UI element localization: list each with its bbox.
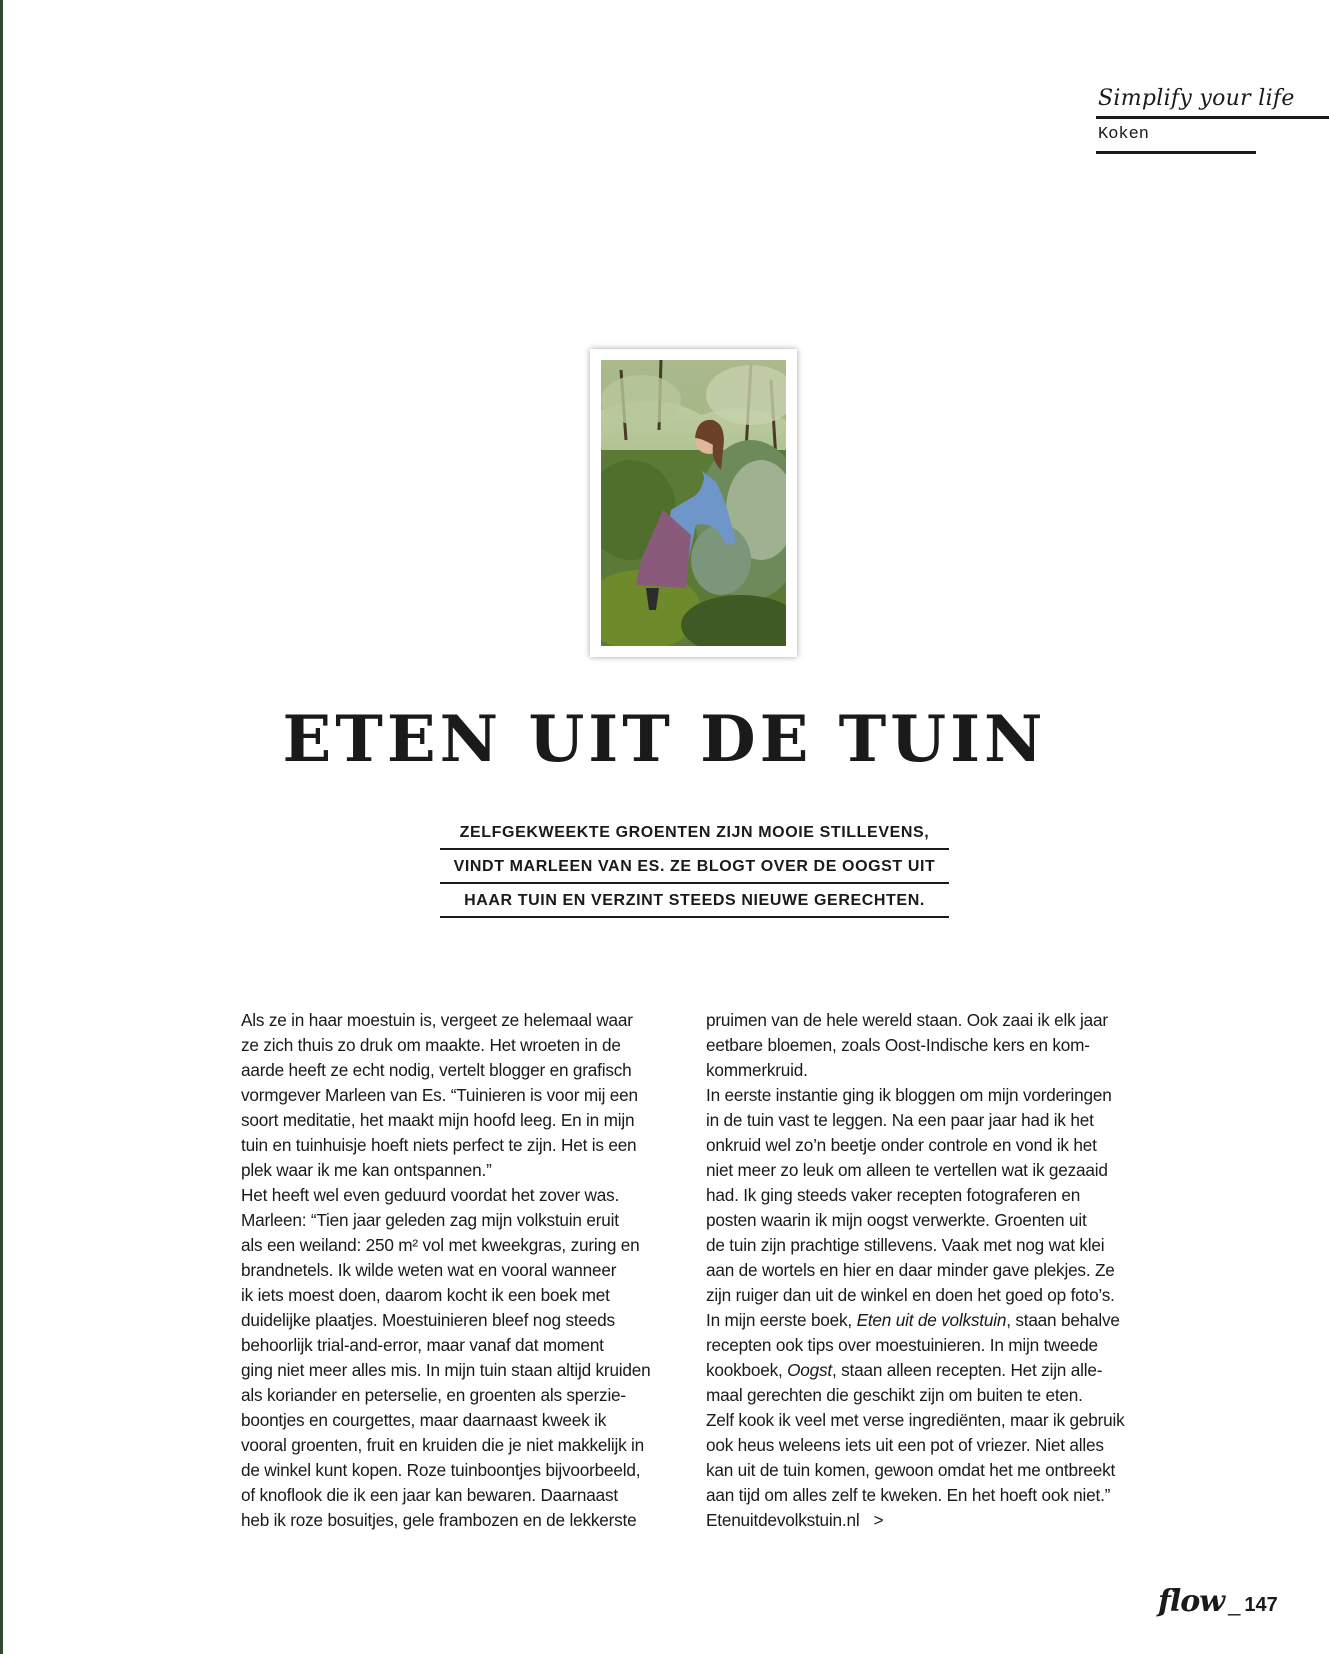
section-header xyxy=(1096,82,1329,154)
section-title: Simplify your life xyxy=(1098,86,1295,111)
article-headline: ETEN UIT DE TUIN xyxy=(282,702,1047,777)
page-footer xyxy=(1158,1584,1278,1624)
body-line: posten waarin ik mijn oogst verwerkte. Groenten uit xyxy=(706,1210,1087,1230)
body-line: de winkel kunt kopen. Roze tuinboontjes bijvoorbeeld, xyxy=(241,1460,641,1480)
arrow-right-icon: > xyxy=(873,1510,884,1530)
footer-separator: _ xyxy=(1228,1591,1241,1616)
body-line: pruimen van de hele wereld staan. Ook zaai ik elk jaar xyxy=(706,1010,1108,1030)
body-text: , staan behalve xyxy=(1006,1310,1120,1330)
page-number: 147 xyxy=(1244,1594,1278,1616)
intro-line: HAAR TUIN EN VERZINT STEEDS NIEUWE GERECHTEN. xyxy=(440,886,949,918)
body-line: aan de wortels en hier en daar minder gave plekjes. Ze xyxy=(706,1260,1115,1280)
article-column-1 xyxy=(241,1008,677,1533)
section-subtitle: Koken xyxy=(1098,125,1150,144)
body-line: Als ze in haar moestuin is, vergeet ze helemaal waar xyxy=(241,1010,633,1030)
body-text: kookboek, xyxy=(706,1360,788,1380)
body-line: vooral groenten, fruit en kruiden die je niet makkelijk in xyxy=(241,1435,645,1455)
body-line: de tuin zijn prachtige stillevens. Vaak met nog wat klei xyxy=(706,1235,1105,1255)
body-line: zijn ruiger dan uit de winkel en doen het goed op foto’s. xyxy=(706,1285,1115,1305)
body-text: , staan alleen recepten. Het zijn alle- xyxy=(832,1360,1103,1380)
page-edge xyxy=(0,0,3,1654)
body-line xyxy=(706,1308,1156,1333)
website-line xyxy=(706,1508,1156,1533)
body-line: soort meditatie, het maakt mijn hoofd leeg. En in mijn xyxy=(241,1110,635,1130)
body-line: vormgever Marleen van Es. “Tuinieren is voor mij een xyxy=(241,1085,638,1105)
body-line: behoorlijk trial-and-error, maar vanaf dat moment xyxy=(241,1335,604,1355)
body-line: als koriander en peterselie, en groenten als sperzie- xyxy=(241,1385,626,1405)
body-line: Marleen: “Tien jaar geleden zag mijn volkstuin eruit xyxy=(241,1210,619,1230)
photo-woman-in-garden xyxy=(601,360,786,646)
body-line: aarde heeft ze echt nodig, vertelt blogger en grafisch xyxy=(241,1060,632,1080)
body-line: kommerkruid. xyxy=(706,1060,808,1080)
body-line: of knoflook die ik een jaar kan bewaren. Daarnaast xyxy=(241,1485,618,1505)
body-line: duidelijke plaatjes. Moestuinieren bleef nog steeds xyxy=(241,1310,615,1330)
body-line: ging niet meer alles mis. In mijn tuin staan altijd kruiden xyxy=(241,1360,651,1380)
body-line xyxy=(706,1358,1156,1383)
book-title: Oogst xyxy=(787,1360,832,1380)
body-line: had. Ik ging steeds vaker recepten fotograferen en xyxy=(706,1185,1081,1205)
section-rule-bottom xyxy=(1096,151,1256,154)
body-line: recepten ook tips over moestuinieren. In mijn tweede xyxy=(706,1335,1098,1355)
body-line: heb ik roze bosuitjes, gele frambozen en de lekkerste xyxy=(241,1510,637,1530)
body-line: kan uit de tuin komen, gewoon omdat het me ontbreekt xyxy=(706,1460,1116,1480)
body-line: Het heeft wel even geduurd voordat het zover was. xyxy=(241,1185,620,1205)
article-column-2 xyxy=(706,1008,1156,1533)
body-line: ik iets moest doen, daarom kocht ik een boek met xyxy=(241,1285,610,1305)
body-line: niet meer zo leuk om alleen te vertellen wat ik gezaaid xyxy=(706,1160,1108,1180)
body-line: plek waar ik me kan ontspannen.” xyxy=(241,1160,492,1180)
book-title: Eten uit de volkstuin xyxy=(856,1310,1007,1330)
body-line: boontjes en courgettes, maar daarnaast kweek ik xyxy=(241,1410,607,1430)
body-line: maal gerechten die geschikt zijn om buiten te eten. xyxy=(706,1385,1083,1405)
body-line: In eerste instantie ging ik bloggen om mijn vorderingen xyxy=(706,1085,1112,1105)
intro-line: VINDT MARLEEN VAN ES. ZE BLOGT OVER DE OOGST UIT xyxy=(440,852,949,884)
body-line: in de tuin vast te leggen. Na een paar jaar had ik het xyxy=(706,1110,1094,1130)
body-line: ook heus weleens iets uit een pot of vriezer. Niet alles xyxy=(706,1435,1104,1455)
body-line: brandnetels. Ik wilde weten wat en vooral wanneer xyxy=(241,1260,617,1280)
body-line: als een weiland: 250 m² vol met kweekgras, zuring en xyxy=(241,1235,640,1255)
body-line: onkruid wel zo’n beetje onder controle en vond ik het xyxy=(706,1135,1097,1155)
website-link[interactable]: Etenuitdevolkstuin.nl xyxy=(706,1510,860,1530)
body-line: eetbare bloemen, zoals Oost-Indische kers en kom- xyxy=(706,1035,1090,1055)
article-photo xyxy=(590,349,797,657)
body-line: ze zich thuis zo druk om maakte. Het wroeten in de xyxy=(241,1035,621,1055)
body-text: In mijn eerste boek, xyxy=(706,1310,857,1330)
intro-block xyxy=(440,818,949,920)
intro-line: ZELFGEKWEEKTE GROENTEN ZIJN MOOIE STILLEVENS, xyxy=(440,818,949,850)
flow-logo: flow xyxy=(1158,1584,1225,1619)
body-line: tuin en tuinhuisje hoeft niets perfect te zijn. Het is een xyxy=(241,1135,637,1155)
body-line: Zelf kook ik veel met verse ingrediënten, maar ik gebruik xyxy=(706,1410,1125,1430)
body-line: aan tijd om alles zelf te kweken. En het hoeft ook niet.” xyxy=(706,1485,1111,1505)
